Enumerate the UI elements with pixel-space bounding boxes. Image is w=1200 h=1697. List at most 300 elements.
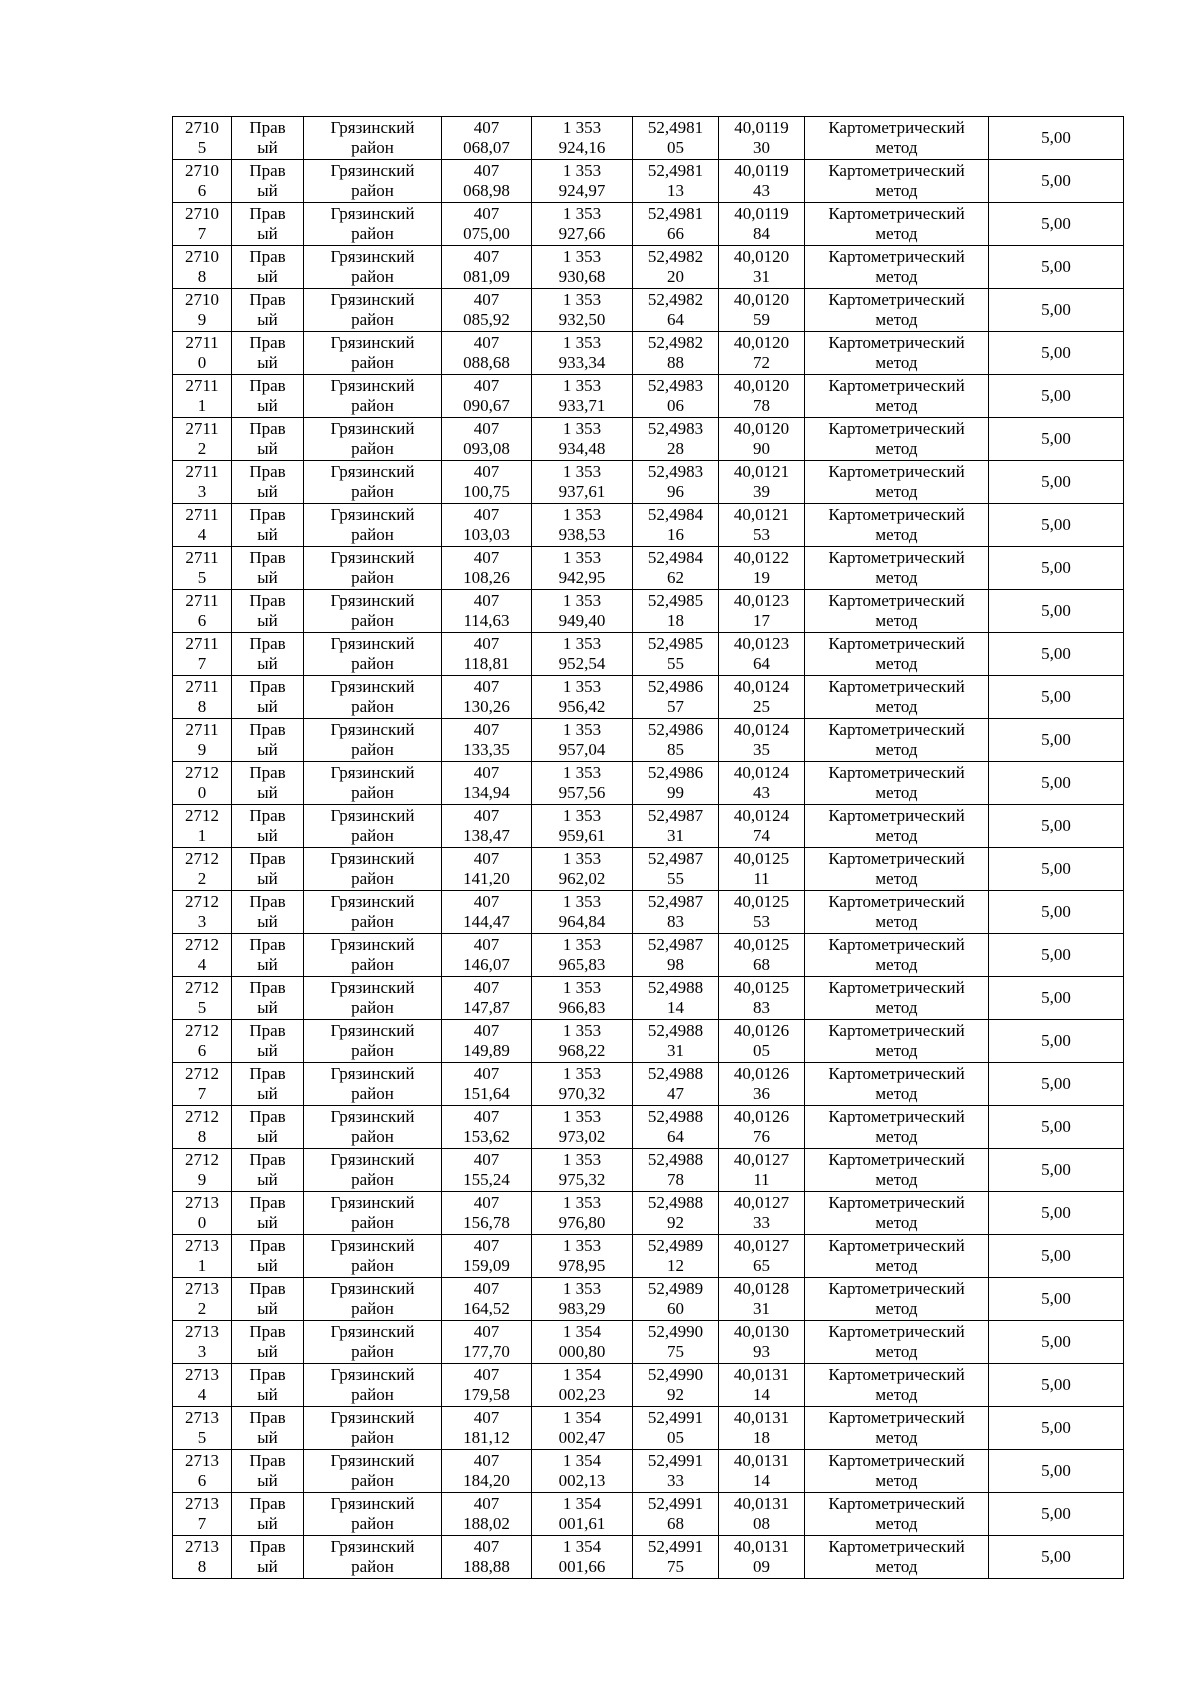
bank-side-cell-line: ый [257, 826, 278, 845]
longitude-cell-line: 14 [753, 1385, 770, 1404]
method-cell-line: Картометрический [828, 892, 965, 911]
y-coordinate-cell-line: 952,54 [558, 654, 606, 673]
latitude-cell [633, 676, 719, 719]
latitude-cell-line: 06 [667, 396, 684, 415]
latitude-cell-line: 57 [667, 697, 684, 716]
longitude-cell-line: 40,0120 [733, 376, 790, 395]
point-number-cell-line: 2711 [185, 462, 219, 481]
table-row [173, 805, 1124, 848]
method-cell-line: Картометрический [828, 1236, 965, 1255]
table-row [173, 1020, 1124, 1063]
y-coordinate-cell-line: 001,66 [558, 1557, 606, 1576]
method-cell-line: Картометрический [828, 677, 965, 696]
accuracy-cell: 5,00 [989, 719, 1124, 762]
district-cell-line: Грязинский [330, 720, 415, 739]
y-coordinate-cell-line: 1 353 [562, 462, 602, 481]
point-number-cell [173, 1536, 232, 1579]
x-coordinate-cell-line: 407 [473, 1064, 500, 1083]
district-cell-line: район [351, 1084, 394, 1103]
district-cell-line: Грязинский [330, 247, 415, 266]
bank-side-cell-line: ый [257, 267, 278, 286]
method-cell-line: Картометрический [828, 1064, 965, 1083]
longitude-cell-line: 43 [753, 181, 770, 200]
y-coordinate-cell-line: 1 353 [562, 892, 602, 911]
bank-side-cell-line: ый [257, 998, 278, 1017]
point-number-cell [173, 1106, 232, 1149]
longitude-cell-line: 05 [753, 1041, 770, 1060]
district-cell-line: Грязинский [330, 677, 415, 696]
district-cell-line: Грязинский [330, 763, 415, 782]
y-coordinate-cell-line: 970,32 [558, 1084, 606, 1103]
y-coordinate-cell-line: 1 353 [562, 677, 602, 696]
latitude-cell-line: 52,4988 [647, 978, 704, 997]
latitude-cell [633, 1493, 719, 1536]
bank-side-cell-line: ый [257, 310, 278, 329]
accuracy-cell: 5,00 [989, 977, 1124, 1020]
point-number-cell [173, 590, 232, 633]
latitude-cell-line: 52,4986 [647, 677, 704, 696]
latitude-cell-line: 60 [667, 1299, 684, 1318]
x-coordinate-cell-line: 407 [473, 247, 500, 266]
method-cell-line: Картометрический [828, 1021, 965, 1040]
bank-side-cell-line: ый [257, 1471, 278, 1490]
method-cell-line: Картометрический [828, 290, 965, 309]
x-coordinate-cell-line: 138,47 [463, 826, 510, 845]
district-cell-line: район [351, 740, 394, 759]
method-cell [805, 461, 989, 504]
point-number-cell [173, 375, 232, 418]
x-coordinate-cell [442, 934, 532, 977]
method-cell-line: Картометрический [828, 1322, 965, 1341]
longitude-cell [719, 504, 805, 547]
bank-side-cell-line: Прав [249, 1279, 286, 1298]
longitude-cell-line: 40,0131 [733, 1408, 790, 1427]
longitude-cell-line: 11 [753, 1170, 770, 1189]
district-cell [304, 590, 442, 633]
longitude-cell-line: 11 [753, 869, 770, 888]
longitude-cell-line: 40,0121 [733, 505, 790, 524]
method-cell [805, 160, 989, 203]
method-cell-line: Картометрический [828, 1365, 965, 1384]
point-number-cell-line: 2711 [185, 376, 219, 395]
x-coordinate-cell-line: 407 [473, 462, 500, 481]
method-cell-line: Картометрический [828, 118, 965, 137]
x-coordinate-cell [442, 547, 532, 590]
point-number-cell-line: 6 [197, 1041, 207, 1060]
latitude-cell [633, 719, 719, 762]
bank-side-cell-line: ый [257, 740, 278, 759]
bank-side-cell [232, 1020, 304, 1063]
point-number-cell-line: 8 [197, 697, 207, 716]
district-cell-line: район [351, 353, 394, 372]
district-cell-line: Грязинский [330, 1322, 415, 1341]
method-cell [805, 719, 989, 762]
table-row [173, 418, 1124, 461]
latitude-cell [633, 1235, 719, 1278]
x-coordinate-cell-line: 407 [473, 591, 500, 610]
district-cell-line: Грязинский [330, 1193, 415, 1212]
longitude-cell-line: 83 [753, 998, 770, 1017]
y-coordinate-cell [532, 246, 633, 289]
y-coordinate-cell-line: 962,02 [558, 869, 606, 888]
bank-side-cell [232, 504, 304, 547]
bank-side-cell-line: Прав [249, 1537, 286, 1556]
bank-side-cell-line: Прав [249, 1107, 286, 1126]
y-coordinate-cell-line: 959,61 [558, 826, 606, 845]
district-cell-line: район [351, 783, 394, 802]
x-coordinate-cell-line: 407 [473, 1193, 500, 1212]
latitude-cell-line: 68 [667, 1514, 684, 1533]
district-cell [304, 848, 442, 891]
longitude-cell-line: 36 [753, 1084, 770, 1103]
longitude-cell [719, 1278, 805, 1321]
point-number-cell-line: 1 [197, 396, 207, 415]
x-coordinate-cell-line: 088,68 [463, 353, 510, 372]
longitude-cell-line: 43 [753, 783, 770, 802]
point-number-cell-line: 0 [197, 1213, 207, 1232]
longitude-cell-line: 40,0131 [733, 1451, 790, 1470]
bank-side-cell [232, 1235, 304, 1278]
district-cell [304, 504, 442, 547]
district-cell-line: Грязинский [330, 591, 415, 610]
district-cell [304, 1407, 442, 1450]
latitude-cell [633, 1020, 719, 1063]
x-coordinate-cell-line: 407 [473, 1150, 500, 1169]
y-coordinate-cell [532, 1020, 633, 1063]
district-cell [304, 1536, 442, 1579]
bank-side-cell-line: Прав [249, 1193, 286, 1212]
x-coordinate-cell [442, 977, 532, 1020]
latitude-cell [633, 289, 719, 332]
y-coordinate-cell-line: 001,61 [558, 1514, 606, 1533]
latitude-cell-line: 52,4983 [647, 376, 704, 395]
y-coordinate-cell [532, 805, 633, 848]
method-cell-line: метод [875, 1127, 918, 1146]
x-coordinate-cell [442, 590, 532, 633]
district-cell-line: район [351, 955, 394, 974]
bank-side-cell-line: ый [257, 1557, 278, 1576]
y-coordinate-cell-line: 927,66 [558, 224, 606, 243]
point-number-cell-line: 2712 [185, 1150, 219, 1169]
coordinates-table [172, 116, 1124, 1579]
y-coordinate-cell [532, 1063, 633, 1106]
method-cell-line: Картометрический [828, 1107, 965, 1126]
x-coordinate-cell-line: 407 [473, 677, 500, 696]
bank-side-cell-line: ый [257, 396, 278, 415]
point-number-cell [173, 504, 232, 547]
latitude-cell-line: 62 [667, 568, 684, 587]
district-cell-line: район [351, 439, 394, 458]
latitude-cell-line: 52,4991 [647, 1451, 704, 1470]
district-cell-line: Грязинский [330, 419, 415, 438]
longitude-cell-line: 40,0125 [733, 849, 790, 868]
longitude-cell [719, 1063, 805, 1106]
y-coordinate-cell [532, 1321, 633, 1364]
latitude-cell [633, 1063, 719, 1106]
latitude-cell-line: 64 [667, 310, 684, 329]
point-number-cell-line: 8 [197, 1557, 207, 1576]
table-row [173, 1063, 1124, 1106]
point-number-cell-line: 4 [197, 525, 207, 544]
longitude-cell [719, 805, 805, 848]
longitude-cell-line: 78 [753, 396, 770, 415]
latitude-cell [633, 633, 719, 676]
y-coordinate-cell [532, 117, 633, 160]
table-row [173, 590, 1124, 633]
y-coordinate-cell-line: 002,13 [558, 1471, 606, 1490]
bank-side-cell-line: Прав [249, 634, 286, 653]
y-coordinate-cell [532, 590, 633, 633]
longitude-cell-line: 09 [753, 1557, 770, 1576]
y-coordinate-cell-line: 1 354 [562, 1365, 602, 1384]
y-coordinate-cell-line: 1 353 [562, 591, 602, 610]
longitude-cell-line: 40,0131 [733, 1537, 790, 1556]
latitude-cell-line: 78 [667, 1170, 684, 1189]
latitude-cell [633, 1364, 719, 1407]
table-row [173, 461, 1124, 504]
table-row [173, 1149, 1124, 1192]
y-coordinate-cell [532, 676, 633, 719]
district-cell [304, 1063, 442, 1106]
point-number-cell-line: 0 [197, 353, 207, 372]
longitude-cell-line: 40,0125 [733, 935, 790, 954]
bank-side-cell-line: Прав [249, 1064, 286, 1083]
method-cell-line: Картометрический [828, 1494, 965, 1513]
latitude-cell [633, 1192, 719, 1235]
table-row [173, 676, 1124, 719]
point-number-cell-line: 7 [197, 224, 207, 243]
point-number-cell-line: 3 [197, 912, 207, 931]
x-coordinate-cell-line: 156,78 [463, 1213, 510, 1232]
point-number-cell-line: 7 [197, 654, 207, 673]
latitude-cell-line: 92 [667, 1213, 684, 1232]
method-cell-line: метод [875, 740, 918, 759]
point-number-cell-line: 2712 [185, 1021, 219, 1040]
latitude-cell-line: 98 [667, 955, 684, 974]
method-cell-line: метод [875, 1557, 918, 1576]
y-coordinate-cell-line: 1 353 [562, 720, 602, 739]
longitude-cell-line: 64 [753, 654, 770, 673]
table-row [173, 977, 1124, 1020]
district-cell-line: район [351, 1127, 394, 1146]
method-cell-line: Картометрический [828, 204, 965, 223]
longitude-cell-line: 31 [753, 1299, 770, 1318]
latitude-cell [633, 504, 719, 547]
x-coordinate-cell-line: 188,88 [463, 1557, 510, 1576]
method-cell-line: метод [875, 138, 918, 157]
longitude-cell-line: 08 [753, 1514, 770, 1533]
x-coordinate-cell-line: 407 [473, 806, 500, 825]
x-coordinate-cell [442, 203, 532, 246]
bank-side-cell-line: ый [257, 1127, 278, 1146]
accuracy-cell: 5,00 [989, 1106, 1124, 1149]
y-coordinate-cell-line: 983,29 [558, 1299, 606, 1318]
bank-side-cell-line: Прав [249, 462, 286, 481]
latitude-cell [633, 1450, 719, 1493]
y-coordinate-cell [532, 203, 633, 246]
y-coordinate-cell [532, 1106, 633, 1149]
table-row [173, 332, 1124, 375]
longitude-cell-line: 40,0124 [733, 806, 790, 825]
x-coordinate-cell-line: 149,89 [463, 1041, 510, 1060]
point-number-cell-line: 5 [197, 1428, 207, 1447]
bank-side-cell-line: Прав [249, 1451, 286, 1470]
point-number-cell-line: 4 [197, 955, 207, 974]
point-number-cell-line: 2 [197, 1299, 207, 1318]
district-cell-line: район [351, 310, 394, 329]
y-coordinate-cell [532, 934, 633, 977]
longitude-cell [719, 117, 805, 160]
accuracy-cell: 5,00 [989, 1020, 1124, 1063]
x-coordinate-cell-line: 108,26 [463, 568, 510, 587]
district-cell-line: район [351, 869, 394, 888]
table-row [173, 1364, 1124, 1407]
x-coordinate-cell [442, 891, 532, 934]
district-cell-line: Грязинский [330, 505, 415, 524]
method-cell-line: метод [875, 224, 918, 243]
bank-side-cell [232, 1063, 304, 1106]
longitude-cell [719, 977, 805, 1020]
x-coordinate-cell-line: 134,94 [463, 783, 510, 802]
bank-side-cell-line: ый [257, 1299, 278, 1318]
longitude-cell-line: 40,0122 [733, 548, 790, 567]
longitude-cell [719, 375, 805, 418]
method-cell-line: Картометрический [828, 161, 965, 180]
method-cell-line: Картометрический [828, 1537, 965, 1556]
y-coordinate-cell-line: 1 353 [562, 634, 602, 653]
x-coordinate-cell-line: 075,00 [463, 224, 510, 243]
x-coordinate-cell-line: 407 [473, 548, 500, 567]
y-coordinate-cell-line: 1 353 [562, 1279, 602, 1298]
district-cell-line: Грязинский [330, 892, 415, 911]
method-cell [805, 1106, 989, 1149]
bank-side-cell-line: Прав [249, 677, 286, 696]
longitude-cell-line: 25 [753, 697, 770, 716]
district-cell [304, 891, 442, 934]
method-cell-line: метод [875, 783, 918, 802]
latitude-cell-line: 52,4982 [647, 333, 704, 352]
y-coordinate-cell [532, 891, 633, 934]
point-number-cell-line: 2713 [185, 1537, 219, 1556]
district-cell-line: район [351, 138, 394, 157]
method-cell-line: метод [875, 1299, 918, 1318]
table-row [173, 1235, 1124, 1278]
latitude-cell-line: 52,4986 [647, 763, 704, 782]
accuracy-cell: 5,00 [989, 246, 1124, 289]
y-coordinate-cell-line: 930,68 [558, 267, 606, 286]
x-coordinate-cell-line: 407 [473, 1451, 500, 1470]
district-cell-line: Грязинский [330, 1021, 415, 1040]
point-number-cell-line: 7 [197, 1084, 207, 1103]
longitude-cell [719, 246, 805, 289]
district-cell-line: район [351, 1471, 394, 1490]
district-cell [304, 1278, 442, 1321]
bank-side-cell-line: Прав [249, 161, 286, 180]
y-coordinate-cell-line: 957,56 [558, 783, 606, 802]
longitude-cell-line: 40,0120 [733, 333, 790, 352]
longitude-cell-line: 19 [753, 568, 770, 587]
y-coordinate-cell-line: 002,47 [558, 1428, 606, 1447]
latitude-cell-line: 66 [667, 224, 684, 243]
latitude-cell-line: 52,4987 [647, 849, 704, 868]
method-cell [805, 891, 989, 934]
x-coordinate-cell-line: 144,47 [463, 912, 510, 931]
accuracy-cell: 5,00 [989, 418, 1124, 461]
point-number-cell-line: 2710 [185, 118, 219, 137]
method-cell-line: метод [875, 310, 918, 329]
latitude-cell-line: 52,4981 [647, 204, 704, 223]
district-cell-line: Грязинский [330, 935, 415, 954]
district-cell-line: район [351, 998, 394, 1017]
method-cell-line: Картометрический [828, 1408, 965, 1427]
longitude-cell-line: 40,0127 [733, 1193, 790, 1212]
table-row [173, 934, 1124, 977]
longitude-cell [719, 1020, 805, 1063]
bank-side-cell-line: Прав [249, 1408, 286, 1427]
point-number-cell-line: 2711 [185, 677, 219, 696]
accuracy-cell: 5,00 [989, 332, 1124, 375]
method-cell [805, 203, 989, 246]
method-cell [805, 1450, 989, 1493]
district-cell-line: Грязинский [330, 161, 415, 180]
point-number-cell-line: 2713 [185, 1193, 219, 1212]
y-coordinate-cell-line: 932,50 [558, 310, 606, 329]
district-cell [304, 418, 442, 461]
point-number-cell [173, 805, 232, 848]
point-number-cell [173, 1063, 232, 1106]
longitude-cell [719, 633, 805, 676]
point-number-cell-line: 0 [197, 783, 207, 802]
longitude-cell-line: 40,0124 [733, 763, 790, 782]
bank-side-cell-line: Прав [249, 1021, 286, 1040]
latitude-cell [633, 934, 719, 977]
district-cell [304, 719, 442, 762]
bank-side-cell-line: ый [257, 912, 278, 931]
x-coordinate-cell-line: 081,09 [463, 267, 510, 286]
longitude-cell-line: 40,0126 [733, 1064, 790, 1083]
latitude-cell-line: 13 [667, 181, 684, 200]
latitude-cell-line: 52,4990 [647, 1365, 704, 1384]
point-number-cell-line: 2710 [185, 161, 219, 180]
district-cell [304, 160, 442, 203]
latitude-cell [633, 160, 719, 203]
bank-side-cell [232, 590, 304, 633]
bank-side-cell-line: ый [257, 568, 278, 587]
y-coordinate-cell-line: 1 353 [562, 548, 602, 567]
point-number-cell [173, 1020, 232, 1063]
bank-side-cell-line: Прав [249, 935, 286, 954]
bank-side-cell-line: ый [257, 783, 278, 802]
method-cell-line: Картометрический [828, 1279, 965, 1298]
x-coordinate-cell-line: 407 [473, 1021, 500, 1040]
district-cell-line: Грязинский [330, 1365, 415, 1384]
latitude-cell-line: 52,4982 [647, 247, 704, 266]
point-number-cell-line: 2711 [185, 720, 219, 739]
y-coordinate-cell [532, 504, 633, 547]
method-cell [805, 1407, 989, 1450]
latitude-cell-line: 96 [667, 482, 684, 501]
latitude-cell-line: 99 [667, 783, 684, 802]
longitude-cell-line: 33 [753, 1213, 770, 1232]
y-coordinate-cell-line: 1 353 [562, 419, 602, 438]
district-cell-line: Грязинский [330, 1064, 415, 1083]
method-cell-line: метод [875, 1170, 918, 1189]
y-coordinate-cell-line: 956,42 [558, 697, 606, 716]
method-cell-line: Картометрический [828, 978, 965, 997]
district-cell [304, 1106, 442, 1149]
point-number-cell [173, 1493, 232, 1536]
latitude-cell-line: 47 [667, 1084, 684, 1103]
